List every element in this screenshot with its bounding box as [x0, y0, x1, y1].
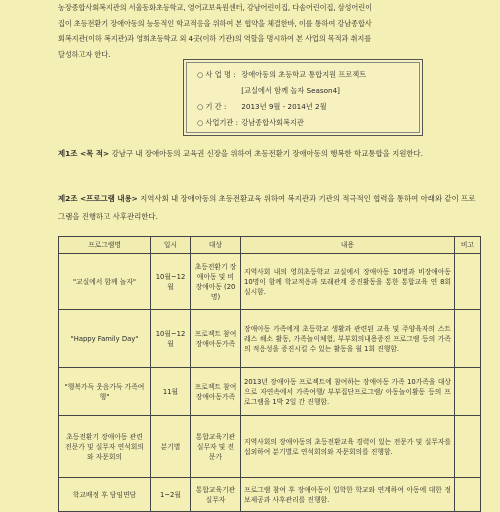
info-key: ○ 사 업 명 :: [197, 70, 236, 79]
table-row: [59, 478, 481, 512]
program-name-cell: "행복가득 웃음가득 가족여행": [59, 368, 151, 416]
column-header: 대상: [191, 237, 241, 254]
date-cell: 10월~12월: [151, 254, 191, 310]
target-cell: 통합교육기관 실무자: [191, 478, 241, 512]
intro-paragraph: [58, 0, 468, 62]
info-value: [교실에서 함께 놀자 Season4]: [241, 86, 340, 95]
table-row: [59, 416, 481, 478]
program-name-cell: "교실에서 함께 놀자": [59, 254, 151, 310]
info-value: 강남종합사회복지관: [241, 118, 304, 127]
intro-line: 농장종합사회복지관의 서울동화초등학교, 영어교보육원센터, 강남어린이집, 다솜어린이집, 삼성어린이: [58, 3, 372, 12]
date-cell: 10월~12월: [151, 310, 191, 368]
project-info-box: [183, 59, 423, 136]
target-cell: 초등전환기 장애아동 및 비장애아동 (20명): [191, 254, 241, 310]
intro-line: 집이 초등전환기 장애아동의 능동적인 학교적응을 위하여 본 협약을 체결한바, 이를 통하여 강남종합사: [58, 18, 372, 28]
article-1-purpose: [58, 145, 478, 163]
info-key: ○ 기 간 :: [197, 102, 227, 111]
table-row: [59, 310, 481, 368]
table-header-row: [59, 237, 481, 254]
program-name-cell: "Happy Family Day": [59, 310, 151, 368]
project-period-row: [197, 102, 327, 112]
program-name-cell: 학교배정 후 담임면담: [59, 478, 151, 512]
target-cell: 프로젝트 참여 장애아동가족: [191, 310, 241, 368]
info-value: 2013년 9월 - 2014년 2월: [241, 102, 327, 111]
content-cell: 지역사회의 장애아동의 초등전환교육 경력이 있는 전문가 및 실무자를 섭외하여 분기별로 연석회의와 자문회의를 진행함.: [241, 416, 455, 478]
project-subtitle-row: [197, 86, 340, 96]
article-2-program: [58, 190, 478, 226]
intro-line: 달성하고자 한다.: [58, 49, 111, 59]
intro-line: 회복지관(이하 복지관)과 영희초등학교 외 4곳(이하 기관)의 역할을 명시하여 본 사업의 목적과 취지를: [58, 34, 372, 43]
program-name-cell: 초등전환기 장애아동 관련 전문가 및 실무자 연석회의와 자문회의: [59, 416, 151, 478]
date-cell: 1~2월: [151, 478, 191, 512]
date-cell: 11월: [151, 368, 191, 416]
project-name-row: [197, 70, 366, 80]
column-header: 비고: [455, 237, 481, 254]
info-value: 장애아동의 초등학교 통합지원 프로젝트: [241, 70, 367, 79]
content-cell: 프로그램 참여 후 장애아동이 입학한 학교와 연계하여 아동에 대한 정보제공과 사후관리를 진행함.: [241, 478, 455, 512]
target-cell: 프로젝트 참여 장애아동가족: [191, 368, 241, 416]
date-cell: 분기별: [151, 416, 191, 478]
note-cell: [455, 368, 481, 416]
content-cell: 지역사회 내의 영희초등학교 교실에서 장애아동 10명과 비장애아동 10명이 함께 학교적응과 또래관계 증진활동을 통한 통합교육 연 8회 실시함.: [241, 254, 455, 310]
target-cell: 통합교육기관 실무자 및 전문가: [191, 416, 241, 478]
column-header: 일시: [151, 237, 191, 254]
article-text: 강남구 내 장애아동의 교육권 신장을 위하여 초등전환기 장애아동의 행복한 학교통합을 지원한다.: [109, 149, 424, 158]
content-cell: 2013년 장애아동 프로젝트에 참여하는 장애아동 가족 10가족을 대상으로 자연속에서 가족여행/ 부부집단프로그램/ 아동놀이활동 등의 프로그램을 1박 2일 간 진행함.: [241, 368, 455, 416]
program-table: [58, 236, 481, 512]
note-cell: [455, 478, 481, 512]
note-cell: [455, 310, 481, 368]
info-key: ○ 사업기관 :: [197, 118, 239, 127]
table-row: [59, 368, 481, 416]
article-label: 제2조 <프로그램 내용>: [58, 194, 138, 203]
article-text: 지역사회 내 장애아동의 초등전환교육 위하여 복지관과 기관의 적극적인 협력을 통하여 아래와 같이 프로그램을 진행하고 사후관리한다.: [58, 194, 476, 221]
note-cell: [455, 416, 481, 478]
article-label: 제1조 <목 적>: [58, 149, 110, 158]
project-agency-row: [197, 118, 304, 128]
note-cell: [455, 254, 481, 310]
column-header: 프로그램명: [59, 237, 151, 254]
table-row: [59, 254, 481, 310]
column-header: 내용: [241, 237, 455, 254]
content-cell: 장애아동 가족에게 초등학교 생활과 관련된 교육 및 주양육자의 스트레스 해소 활동, 가족놀이체험, 부부회의내용증진 프로그램 등의 가족의 적응성을 증진시킬 수 있는 활동을 월 1회 진행함.: [241, 310, 455, 368]
